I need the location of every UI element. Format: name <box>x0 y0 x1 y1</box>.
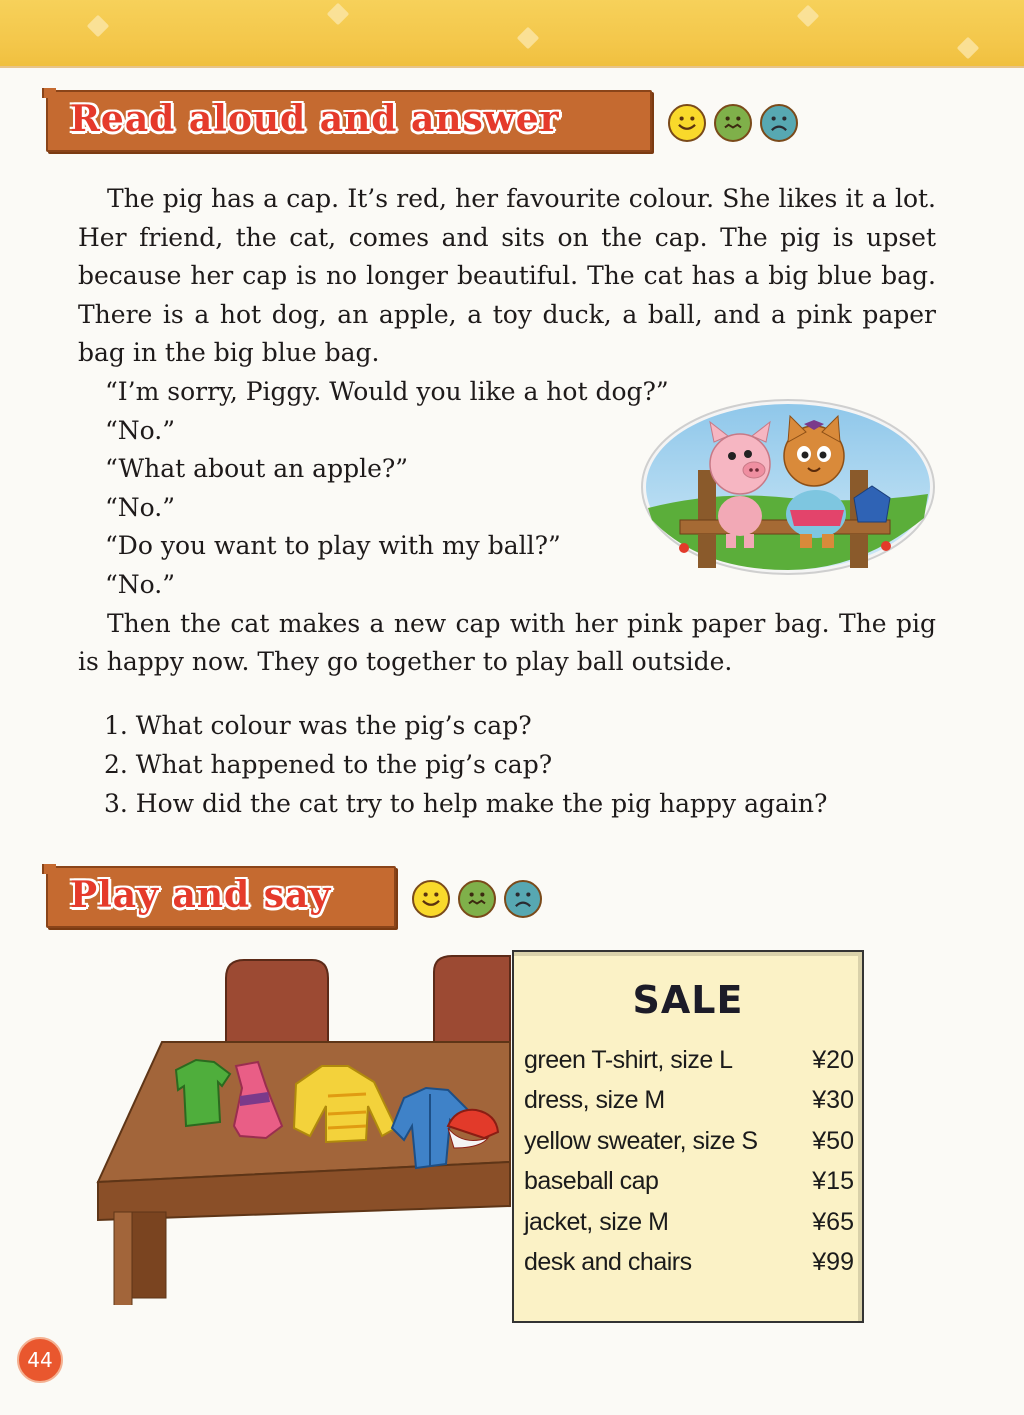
story-paragraph-2: Then the cat makes a new cap with her pink paper bag. The pig is happy now. They go together to play ball outside. <box>78 608 936 677</box>
sale-item-name: desk and chairs <box>524 1248 692 1276</box>
dialog-line: “No.” <box>105 492 175 522</box>
question-list <box>104 706 827 823</box>
sale-item-row <box>524 1127 854 1167</box>
sale-item-name: yellow sweater, size S <box>524 1127 758 1155</box>
sale-item-row <box>524 1167 854 1207</box>
dialog-line: “No.” <box>105 415 175 445</box>
sad-face-icon <box>760 104 798 142</box>
sale-title: SALE <box>632 978 744 1022</box>
neutral-face-icon <box>714 104 752 142</box>
question-item: 2. What happened to the pig’s cap? <box>104 750 553 779</box>
section-banner-read-aloud <box>46 90 652 152</box>
smiley-face-icon <box>668 104 706 142</box>
section-banner-play-and-say <box>46 866 396 928</box>
smiley-face-icon <box>412 880 450 918</box>
dialog-line: “I’m sorry, Piggy. Would you like a hot dog?” <box>105 376 669 406</box>
story-passage <box>78 180 936 682</box>
top-decorative-band <box>0 0 1024 68</box>
desk-and-clothes-illustration <box>90 950 515 1305</box>
sale-item-price: ¥20 <box>812 1046 854 1074</box>
page-number: 44 <box>17 1337 63 1383</box>
sale-item-price: ¥15 <box>812 1167 854 1195</box>
rating-faces <box>668 104 798 142</box>
question-item: 3. How did the cat try to help make the pig happy again? <box>104 789 828 818</box>
dialog-line: “Do you want to play with my ball?” <box>105 531 561 561</box>
dialog-line: “No.” <box>105 569 175 599</box>
section-title: Play and say <box>70 874 332 916</box>
sale-price-list <box>512 950 864 1323</box>
sale-item-name: jacket, size M <box>524 1208 669 1236</box>
sale-item-row <box>524 1248 854 1288</box>
sale-item-price: ¥30 <box>812 1086 854 1114</box>
sale-item-row <box>524 1046 854 1086</box>
section-title: Read aloud and answer <box>70 98 560 140</box>
sale-item-name: dress, size M <box>524 1086 665 1114</box>
sale-item-price: ¥50 <box>812 1127 854 1155</box>
sale-item-row <box>524 1086 854 1126</box>
sale-item-price: ¥65 <box>812 1208 854 1236</box>
sale-item-name: green T-shirt, size L <box>524 1046 733 1074</box>
story-paragraph-1: The pig has a cap. It’s red, her favourite colour. She likes it a lot. Her friend, the cat, comes and sits on the cap. The pig is upset because her cap is no longer beautiful. The cat has a big blue bag. There is a hot dog, an apple, a toy duck, a ball, and a pink paper bag in the big blue bag. <box>78 184 936 368</box>
sale-item-price: ¥99 <box>812 1248 854 1276</box>
sad-face-icon <box>504 880 542 918</box>
neutral-face-icon <box>458 880 496 918</box>
dialog-line: “What about an apple?” <box>105 454 409 484</box>
rating-faces <box>412 880 542 918</box>
sale-item-row <box>524 1208 854 1248</box>
question-item: 1. What colour was the pig’s cap? <box>104 711 532 740</box>
sale-item-name: baseball cap <box>524 1167 659 1195</box>
